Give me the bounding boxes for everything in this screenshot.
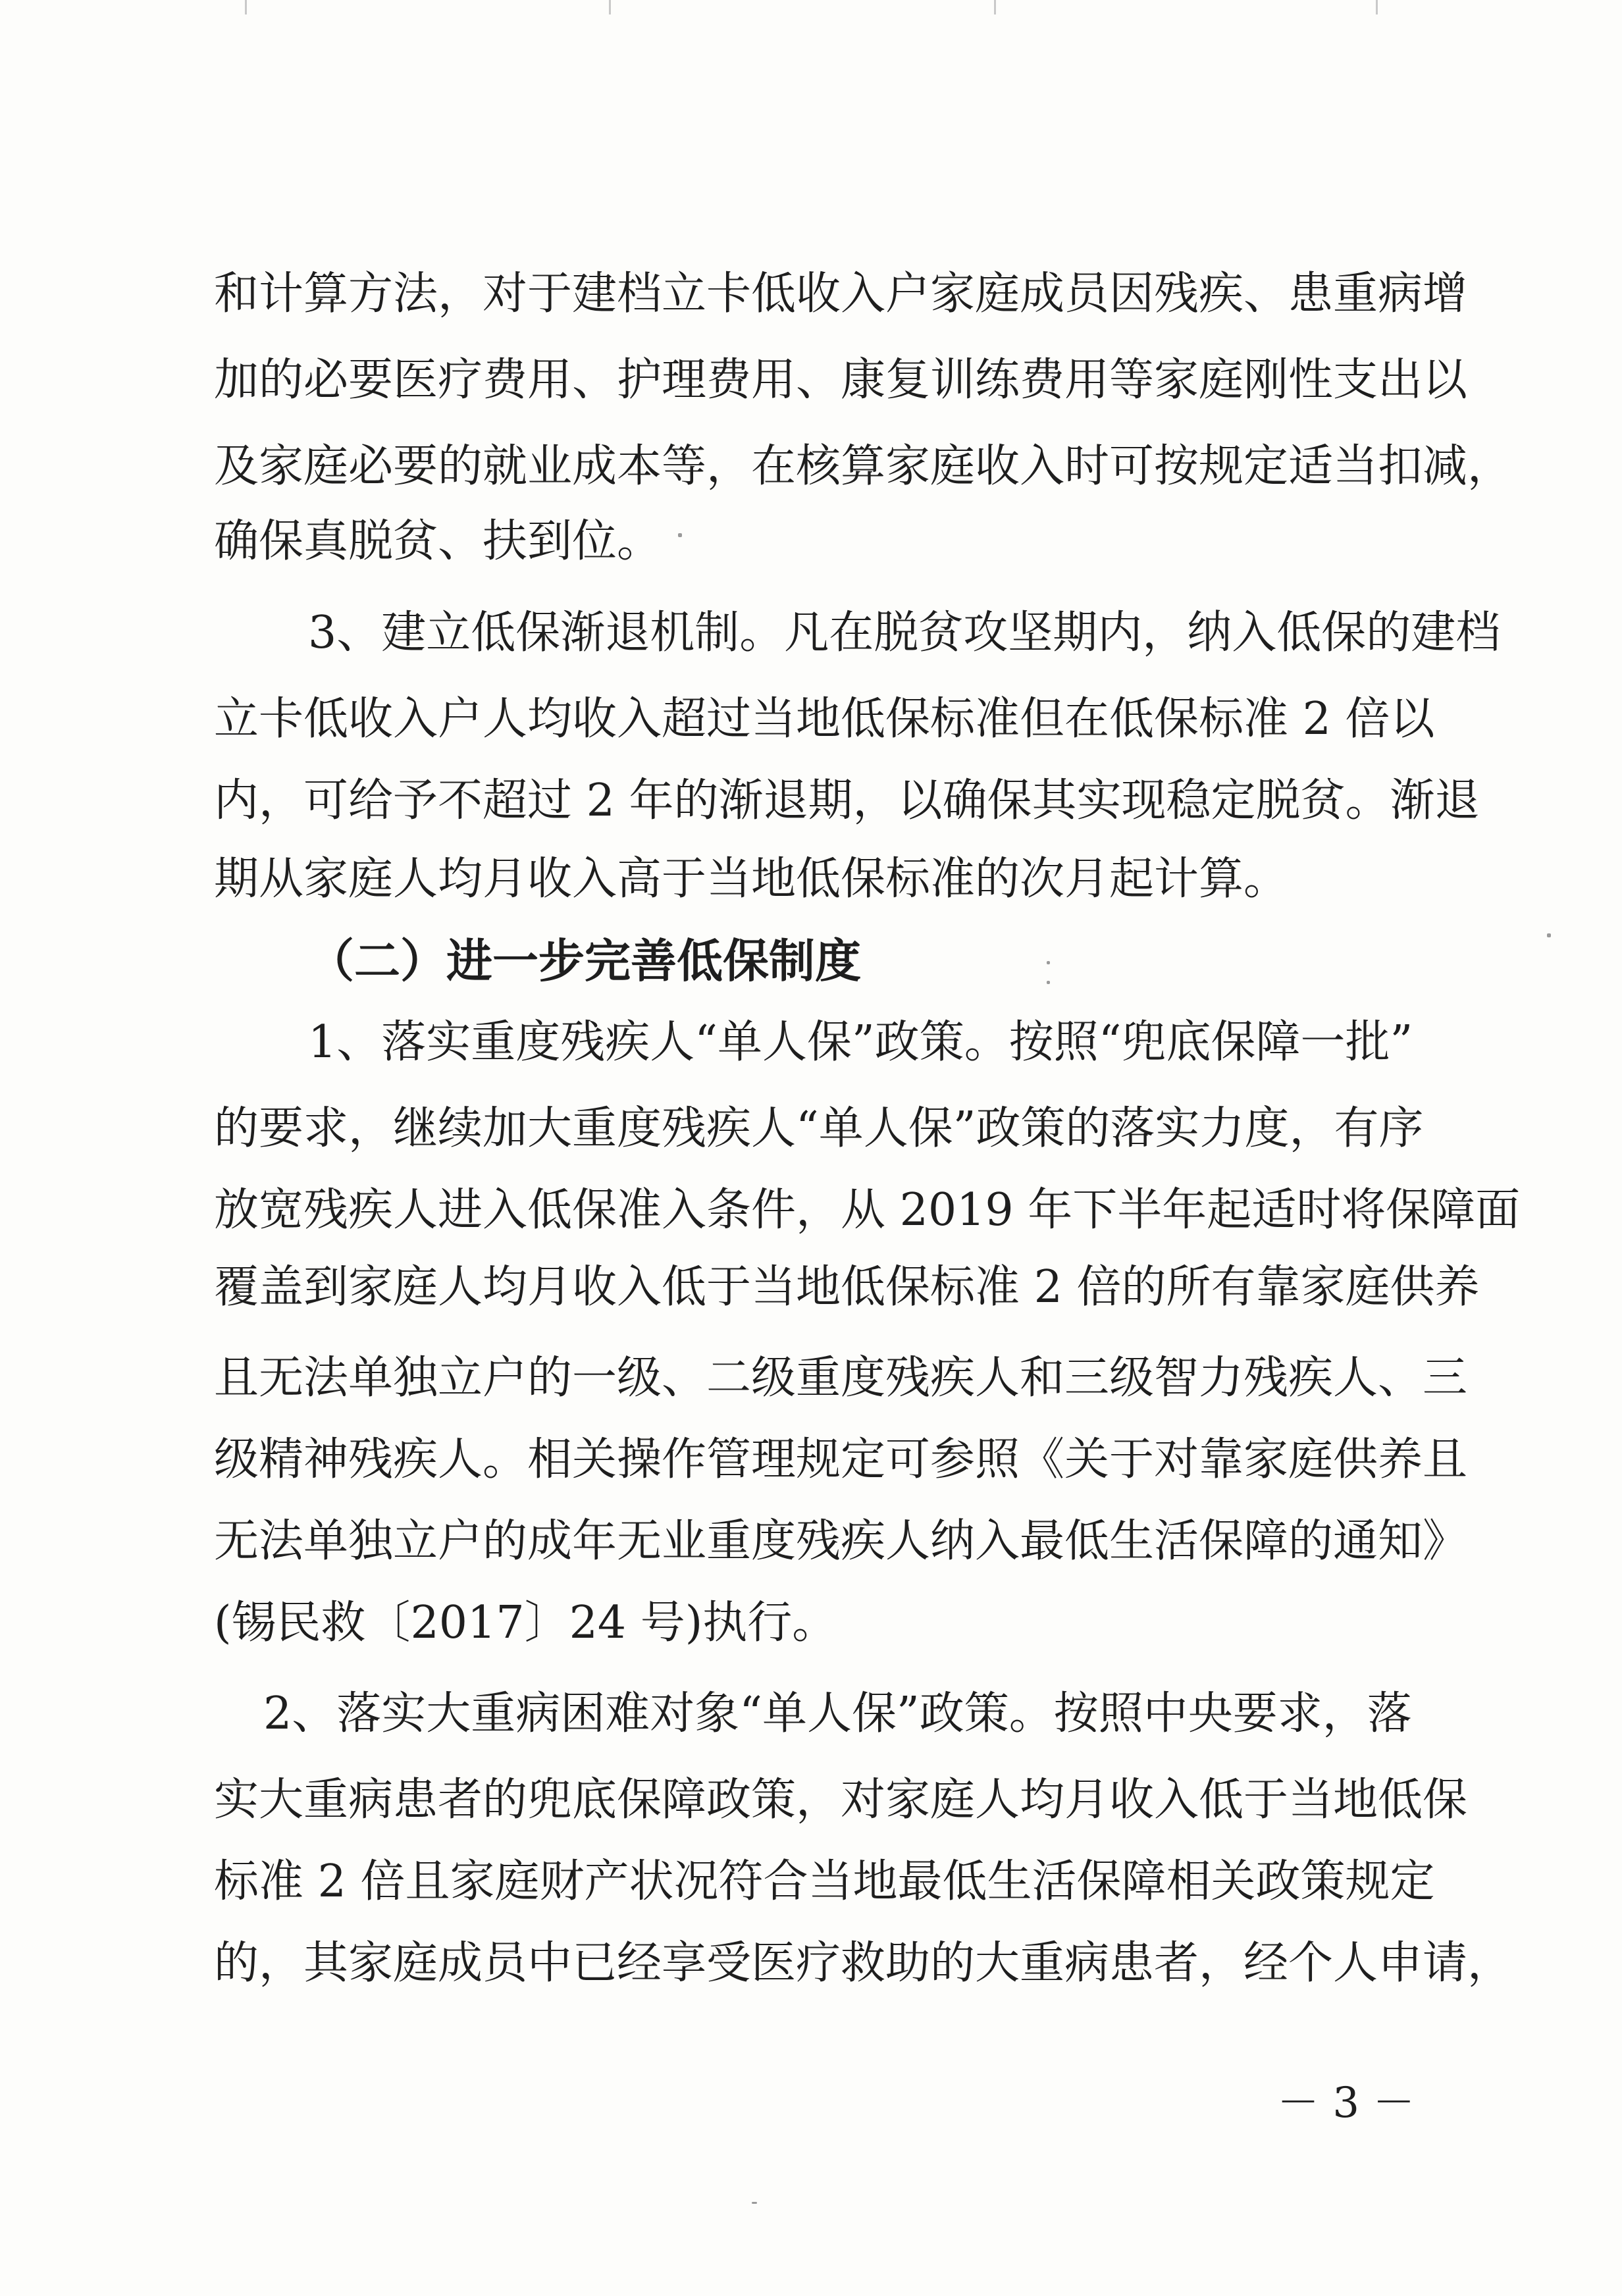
text-line: 及家庭必要的就业成本等，在核算家庭收入时可按规定适当扣减， (214, 440, 1513, 492)
paragraph-first-line: 2、落实大重病困难对象“单人保”政策。按照中央要求，落 (263, 1688, 1412, 1740)
text-line: 和计算方法，对于建档立卡低收入户家庭成员因残疾、患重病增 (214, 268, 1468, 320)
text-line: 且无法单独立户的一级、二级重度残疾人和三级智力残疾人、三 (214, 1352, 1468, 1404)
scan-speck (1047, 961, 1050, 964)
scan-edge-mark (609, 0, 611, 14)
text-line: (锡民救〔2017〕24 号)执行。 (214, 1597, 837, 1649)
page-number: － 3 － (1277, 2079, 1415, 2127)
text-line: 覆盖到家庭人均月收入低于当地低保标准 2 倍的所有靠家庭供养 (214, 1261, 1480, 1313)
scan-speck (678, 533, 682, 537)
text-line: 放宽残疾人进入低保准入条件，从 2019 年下半年起适时将保障面 (214, 1184, 1521, 1236)
scan-speck (1047, 981, 1050, 984)
text-line: 立卡低收入户人均收入超过当地低保标准但在低保标准 2 倍以 (214, 693, 1435, 745)
paragraph-first-line: 1、落实重度残疾人“单人保”政策。按照“兜底保障一批” (308, 1016, 1413, 1068)
text-line: 的，其家庭成员中已经享受医疗救助的大重病患者，经个人申请， (214, 1937, 1513, 1989)
text-line: 实大重病患者的兜底保障政策，对家庭人均月收入低于当地低保 (214, 1774, 1468, 1826)
text-line: 期从家庭人均月收入高于当地低保标准的次月起计算。 (214, 853, 1289, 905)
scan-speck (752, 2202, 757, 2204)
text-line: 级精神残疾人。相关操作管理规定可参照《关于对靠家庭供养且 (214, 1434, 1468, 1486)
scan-edge-mark (245, 0, 247, 14)
text-line: 标准 2 倍且家庭财产状况符合当地最低生活保障相关政策规定 (214, 1856, 1435, 1908)
text-line: 确保真脱贫、扶到位。 (214, 515, 662, 567)
text-line: 无法单独立户的成年无业重度残疾人纳入最低生活保障的通知》 (214, 1515, 1468, 1567)
scan-speck (1547, 933, 1551, 937)
paragraph-first-line: 3、建立低保渐退机制。凡在脱贫攻坚期内，纳入低保的建档 (308, 607, 1501, 659)
text-line: 的要求，继续加大重度残疾人“单人保”政策的落实力度，有序 (214, 1103, 1424, 1155)
text-line: 加的必要医疗费用、护理费用、康复训练费用等家庭刚性支出以 (214, 354, 1468, 406)
section-heading: （二）进一步完善低保制度 (308, 934, 861, 988)
scan-edge-mark (994, 0, 996, 14)
scan-edge-mark (1376, 0, 1378, 14)
text-line: 内，可给予不超过 2 年的渐退期，以确保其实现稳定脱贫。渐退 (214, 775, 1480, 827)
